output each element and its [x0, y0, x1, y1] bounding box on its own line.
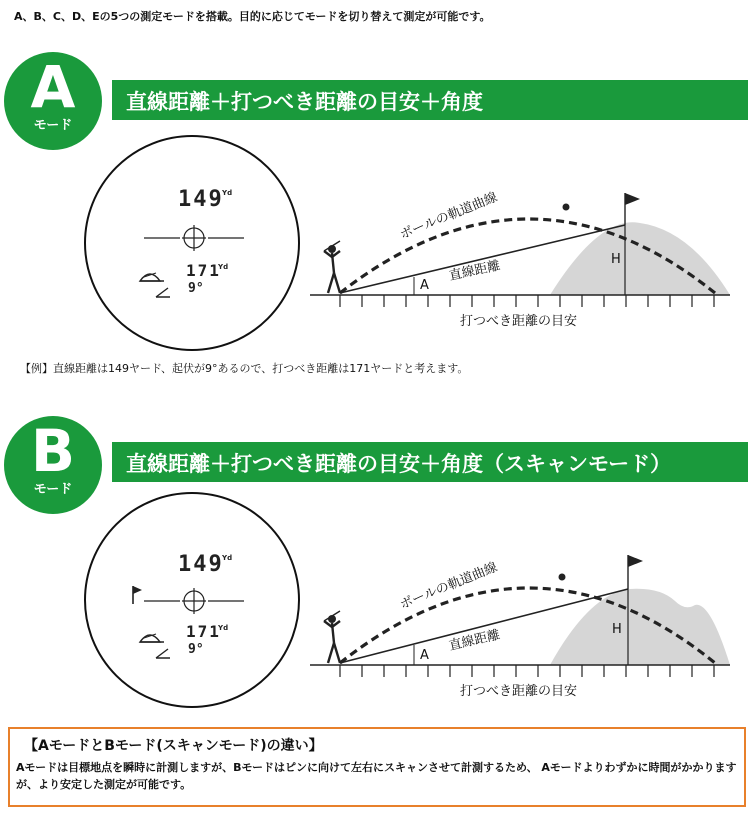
golfer-icon	[324, 241, 340, 293]
bottom-label: 打つべき距離の目安	[460, 684, 578, 699]
mode-a-sub-unit: Yd	[218, 263, 229, 271]
flag-icon	[625, 193, 640, 225]
golfer-icon	[324, 611, 340, 663]
mode-b-distance-unit: Yd	[222, 554, 233, 562]
angle-label: A	[420, 648, 429, 663]
straight-label: 直線距離	[447, 627, 502, 654]
ruler	[340, 665, 714, 677]
mode-b-viewfinder	[84, 492, 300, 708]
mode-a-distance-unit: Yd	[222, 189, 233, 197]
crosshair-icon	[144, 223, 244, 253]
mode-a-sub-distance: 171	[186, 261, 221, 280]
mode-b-sub-unit: Yd	[218, 624, 229, 632]
flag-icon	[628, 555, 643, 589]
intro-text: A、B、C、D、Eの5つの測定モードを搭載。目的に応じてモードを切り替えて測定が可能です。	[14, 10, 491, 23]
ruler	[340, 295, 714, 307]
angle-icon	[154, 646, 172, 660]
angle-label: A	[420, 278, 429, 293]
mode-a-distance: 149	[178, 187, 224, 212]
difference-note	[8, 727, 746, 807]
height-label: H	[611, 252, 621, 267]
height-label: H	[612, 622, 622, 637]
mode-b-distance: 149	[178, 552, 224, 577]
mode-a-badge	[4, 52, 102, 150]
mode-a-angle: 9°	[188, 281, 204, 296]
mode-b-angle: 9°	[188, 642, 204, 657]
crosshair-icon	[144, 586, 244, 616]
mode-b-sub-distance: 171	[186, 622, 221, 641]
bottom-label: 打つべき距離の目安	[460, 314, 578, 329]
mode-a-label: モード	[33, 118, 73, 133]
flag-icon	[130, 584, 144, 606]
example-text: 【例】直線距離は149ヤード、起伏が9°あるので、打つべき距離は171ヤードと考えます。	[20, 362, 469, 375]
apex-dot	[559, 574, 566, 581]
mode-b-badge	[4, 416, 102, 514]
mode-a-title-bar	[112, 80, 748, 120]
mode-b-title: 直線距離＋打つべき距離の目安＋角度（スキャンモード）	[126, 452, 672, 476]
mode-b-diagram	[310, 553, 750, 703]
mode-b-letter: B	[30, 417, 76, 485]
mode-b-title-bar	[112, 442, 748, 482]
trajectory-label: ボールの軌道曲線	[397, 189, 500, 243]
mode-a-title: 直線距離＋打つべき距離の目安＋角度	[126, 90, 483, 114]
mode-a-diagram	[310, 185, 750, 335]
note-title: 【AモードとBモード(スキャンモード)の違い】	[24, 738, 323, 754]
trajectory-label: ボールの軌道曲線	[397, 559, 500, 613]
mode-a-letter: A	[30, 53, 76, 121]
apex-dot	[563, 204, 570, 211]
note-body: Aモードは目標地点を瞬時に計測しますが、Bモードはピンに向けて左右にスキャンさせて計測するため、 Aモードよりわずかに時間がかかりますが、より安定した測定が可能です。	[16, 761, 737, 791]
slope-icon	[138, 626, 168, 646]
mode-b-label: モード	[33, 482, 73, 497]
slope-icon	[138, 265, 168, 285]
angle-icon	[154, 285, 172, 299]
straight-label: 直線距離	[447, 258, 502, 284]
mode-a-viewfinder	[84, 135, 300, 351]
